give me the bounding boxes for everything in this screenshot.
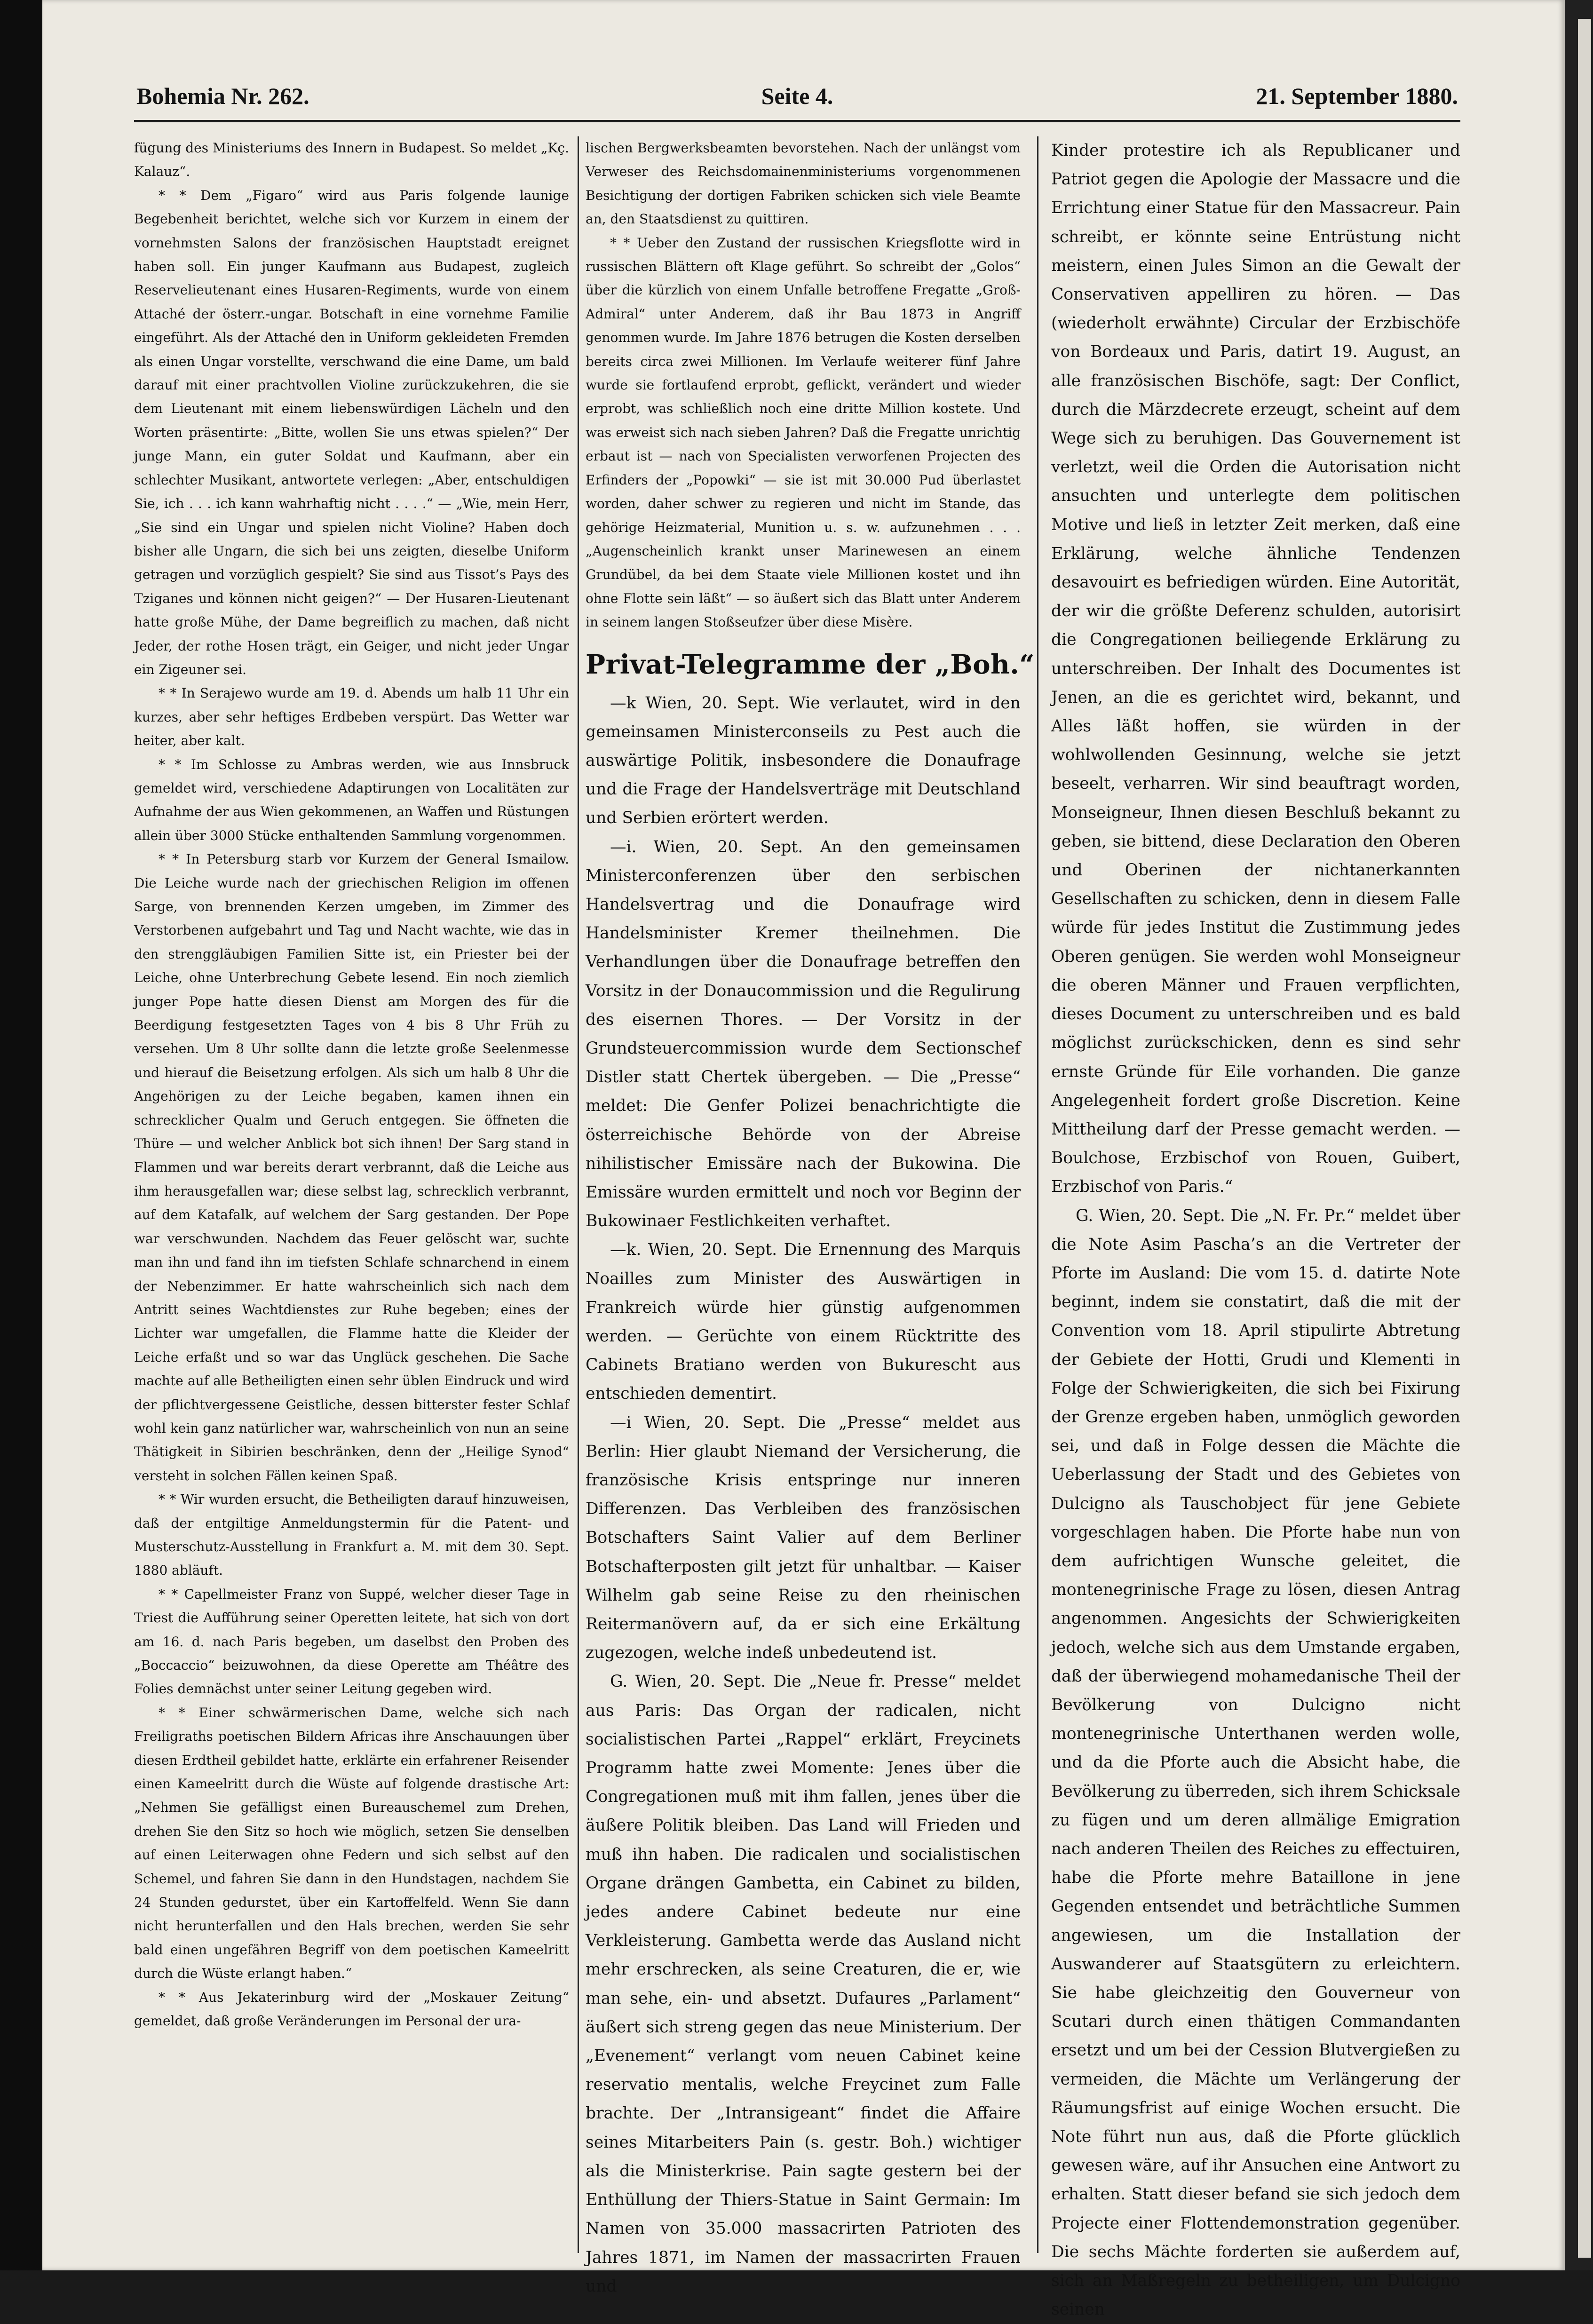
article-paragraph: * * Dem „Figaro“ wird aus Paris folgende launige Begebenheit berichtet, welche sich vor Kurzem in einem der vornehmsten Salons der französischen Hauptstadt ereignet haben soll. Ein junger Kaufmann aus Budapest, zugleich Reservelieutenant eines Husaren-Regiments, wurde von einem Attaché der österr.-ungar. Botschaft in eine vornehme Familie eingeführt. Als der Attaché den in Uniform gekleideten Fremden als einen Ungar vorstellte, verschwand die eine Dame, um bald darauf mit einer prachtvollen Violine zurückzukehren, die sie dem Lieutenant mit einem liebenswürdigen Lächeln und den Worten präsentirte: „Bitte, wollen Sie uns etwas spielen?“ Der junge Mann, ein guter Soldat und Kaufmann, aber ein schlechter Musikant, antwortete verlegen: „Aber, entschuldigen Sie, ich . . . ich kann wahrhaftig nicht . . . .“ — „Wie, mein Herr, „Sie sind ein Ungar und spielen nicht Violine? Haben doch bisher alle Ungarn, die sich bei uns zeigten, dieselbe Uniform getragen und vorzüglich gespielt? Sie sind aus Tissot’s Pays des Tziganes und können nicht geigen?“ — Der Husaren-Lieutenant hatte große Mühe, der Dame begreiflich zu machen, daß nicht Jeder, der rothe Hosen trägt, ein Geiger, und nicht jeder Ungar ein Zigeuner sei. [134, 187, 569, 677]
article-paragraph: fügung des Ministeriums des Innern in Budapest. So meldet „Kç. Kalauz“. [134, 140, 569, 180]
telegram-paragraph: —i Wien, 20. Sept. Die „Presse“ meldet aus Berlin: Hier glaubt Niemand der Versicherung, die französische Krisis entspringe nur inneren Differenzen. Das Verbleiben des französischen Botschafters Saint Valier auf dem Berliner Botschafterposten gilt jetzt für unhaltbar. — Kaiser Wilhelm gab seine Reise zu den rheinischen Reitermanövern auf, da er sich eine Erkältung zugezogen, welche indeß unbedeutend ist. [586, 1413, 1021, 1663]
article-paragraph: * * Aus Jekaterinburg wird der „Moskauer Zeitung“ gemeldet, daß große Veränderungen im Personal der ura- [134, 1989, 569, 2029]
column-2-news [586, 136, 1021, 635]
column-3 [1051, 136, 1460, 2319]
article-paragraph: * * Capellmeister Franz von Suppé, welcher dieser Tage in Triest die Aufführung seiner Operetten leitete, hat sich von dort am 16. d. nach Paris begeben, um daselbst den Proben des „Boccaccio“ beizuwohnen, da diese Operette am Théâtre des Folies demnächst unter seiner Leitung gegeben wird. [134, 1586, 569, 1697]
telegram-paragraph: —i. Wien, 20. Sept. An den gemeinsamen Ministerconferenzen über den serbischen Handelsvertrag und die Donaufrage wird Handelsminister Kremer theilnehmen. Die Verhandlungen über die Donaufrage betreffen den Vorsitz in der Donaucommission und die Regulirung des eisernen Thores. — Der Vorsitz in der Grundsteuercommission wurde dem Sectionschef Distler statt Chertek übergeben. — Die „Presse“ meldet: Die Genfer Polizei benachrichtigte die österreichische Behörde von der Abreise nihilistischer Emissäre nach der Bukowina. Die Emissäre wurden ermittelt und noch vor Beginn der Bukowinaer Festlichkeiten verhaftet. [586, 837, 1021, 1231]
telegram-paragraph: —k Wien, 20. Sept. Wie verlautet, wird in den gemeinsamen Ministerconseils zu Pest auch die auswärtige Politik, insbesondere die Donaufrage und die Frage der Handelsverträge mit Deutschland und Serbien erörtert werden. [586, 693, 1021, 828]
page-header [136, 82, 1458, 111]
article-paragraph: lischen Bergwerksbeamten bevorstehen. Nach der unlängst vom Verweser des Reichsdomainenministeriums vorgenommenen Besichtigung der dortigen Fabriken schicken sich viele Beamte an, den Staatsdienst zu quittiren. [586, 140, 1021, 227]
article-paragraph: * * In Petersburg starb vor Kurzem der General Ismailow. Die Leiche wurde nach der griechischen Religion im offenen Sarge, von brennenden Kerzen umgeben, im Zimmer des Verstorbenen aufgebahrt und Tag und Nacht wachte, wie das in den strenggläubigen Familien Sitte ist, ein Priester bei der Leiche, ohne Unterbrechung Gebete lesend. Ein noch ziemlich junger Pope hatte diesen Dienst am Morgen des für die Beerdigung festgesetzten Tages von 4 bis 8 Uhr Früh zu versehen. Um 8 Uhr sollte dann die letzte große Seelenmesse und hierauf die Beisetzung erfolgen. Als sich um halb 8 Uhr die Angehörigen zu der Leiche begaben, kamen ihnen ein schrecklicher Qualm und Geruch entgegen. Sie öffneten die Thüre — und welcher Anblick bot sich ihnen! Der Sarg stand in Flammen und war bereits derart verbrannt, daß die Leiche aus ihm herausgefallen war; diese selbst lag, schrecklich verbrannt, auf dem Katafalk, auf welchem der Sarg gestanden. Der Pope war verschwunden. Nachdem das Feuer gelöscht war, suchte man ihn und fand ihn im tiefsten Schlafe schnarchend in einem der Nebenzimmer. Er hatte wahrscheinlich sich nach dem Antritt seines Wachtdienstes zur Ruhe begeben; eines der Lichter war umgefallen, die Flamme hatte die Kleider der Leiche erfaßt und so war das Unglück geschehen. Die Sache machte auf alle Betheiligten einen sehr üblen Eindruck und wird der pflichtvergessene Geistliche, dessen bitterster fester Schlaf wohl kein ganz natürlicher war, wahrscheinlich von nun an seine Thätigkeit in Sibirien beschränken, denn der „Heilige Synod“ versteht in solchen Fällen keinen Spaß. [134, 851, 569, 1483]
header-page-number: Seite 4. [761, 83, 833, 109]
column-1 [134, 136, 569, 2253]
article-paragraph: * * Wir wurden ersucht, die Betheiligten darauf hinzuweisen, daß der entgiltige Anmeldungstermin für die Patent- und Musterschutz-Ausstellung in Frankfurt a. M. mit dem 30. Sept. 1880 abläuft. [134, 1491, 569, 1578]
header-rule [134, 120, 1460, 122]
adjacent-page-strip [1578, 19, 1591, 2258]
article-paragraph: * * In Serajewo wurde am 19. d. Abends um halb 11 Uhr ein kurzes, aber sehr heftiges Erdbeben verspürt. Das Wetter war heiter, aber kalt. [134, 685, 569, 749]
telegram-paragraph: —k. Wien, 20. Sept. Die Ernennung des Marquis Noailles zum Minister des Auswärtigen in Frankreich würde hier günstig aufgenommen werden. — Gerüchte von einem Rücktritte des Cabinets Bratiano werden von Bukurescht aus entschieden dementirt. [586, 1240, 1021, 1404]
header-date: 21. September 1880. [1256, 83, 1458, 109]
telegram-paragraph: G. Wien, 20. Sept. Die „Neue fr. Presse“ meldet aus Paris: Das Organ der radicalen, nicht socialistischen Partei „Rappel“ erklärt, Freycinets Programm hatte zwei Momente: Jenes über die Congregationen muß mit ihm fallen, jenes über die äußere Politik bleiben. Das Land will Frieden und muß ihn haben. Die radicalen und socialistischen Organe drängen Gambetta, ein Cabinet zu bilden, jedes andere Cabinet bedeute nur eine Verkleisterung. Gambetta werde das Ausland nicht mehr erschrecken, als seine Creaturen, die er, wie man sehe, ein- und absetzt. Dufaures „Parlament“ äußert sich streng gegen das neue Ministerium. Der „Evenement“ verlangt vom neuen Cabinet keine reservatio mentalis, welche Freycinet zum Falle brachte. Der „Intransigeant“ findet die Affaire seines Mitarbeiters Pain (s. gestr. Boh.) wichtiger als die Ministerkrise. Pain sagte gestern bei der Enthüllung der Thiers-Statue in Saint Germain: Im Namen von 35.000 massacrirten Patrioten des Jahres 1871, im Namen der massacrirten Frauen und [586, 1672, 1021, 2296]
header-publication: Bohemia Nr. 262. [136, 83, 309, 109]
column-2-telegrams [586, 689, 1021, 2301]
column-divider-2 [1037, 136, 1038, 2253]
column-2 [586, 136, 1035, 2296]
article-paragraph: * * Ueber den Zustand der russischen Kriegsflotte wird in russischen Blättern oft Klage geführt. So schreibt der „Golos“ über die kürzlich von einem Unfalle betroffene Fregatte „Groß-Admiral“ unter Anderem, daß ihr Bau 1873 in Angriff genommen wurde. Im Jahre 1876 betrugen die Kosten derselben bereits circa zwei Millionen. Im Verlaufe weiterer fünf Jahre wurde sie fortlaufend erprobt, geflickt, verändert und wieder erprobt, was schließlich noch eine dritte Million kostete. Und was erweist sich nach sieben Jahren? Daß die Fregatte unrichtig erbaut ist — nach von Specialisten verworfenen Projecten des Erfinders der „Popowki“ — sie ist mit 30.000 Pud überlastet worden, daher schwer zu regieren und nicht im Stande, das gehörige Heizmaterial, Munition u. s. w. aufzunehmen . . . „Augenscheinlich krankt unser Marinewesen an einem Grundübel, da bei dem Staate viele Millionen kostet und ihn ohne Flotte sein läßt“ — so äußert sich das Blatt unter Anderem in seinem langen Stoßseufzer über diese Misère. [586, 235, 1021, 630]
telegram-paragraph: Kinder protestire ich als Republicaner und Patriot gegen die Apologie der Massacre und die Errichtung einer Statue für den Massacreur. Pain schreibt, er könnte seine Entrüstung nicht meistern, einen Jules Simon an die Gewalt der Conservativen appelliren zu hören. — Das (wiederholt erwähnte) Circular der Erzbischöfe von Bordeaux und Paris, datirt 19. August, an alle französischen Bischöfe, sagt: Der Conflict, durch die Märzdecrete erzeugt, scheint auf dem Wege sich zu beruhigen. Das Gouvernement ist verletzt, weil die Orden die Autorisation nicht ansuchten und unterlegte dem politischen Motive und ließ in letzter Zeit merken, daß eine Erklärung, welche ähnliche Tendenzen desavouirt es befriedigen würden. Eine Autorität, der wir die größte Deferenz schulden, autorisirt die Congregationen beiliegende Erklärung zu unterschreiben. Der Inhalt des Documentes ist Jenen, an die es gerichtet wird, bekannt, und Alles läßt hoffen, sie würden in der wohlwollenden Gesinnung, welche sie jetzt beseelt, verharren. Wir sind beauftragt worden, Monseigneur, Ihnen diesen Beschluß bekannt zu geben, sie bittend, diese Declaration den Oberen und Oberinen der nichtanerkannten Gesellschaften zu schicken, denn in diesem Falle würde für jedes Institut die Zustimmung jedes Oberen genügen. Sie werden wohl Monseigneur die oberen Männer und Frauen verpflichten, dieses Document zu unterschreiben und es bald möglichst zurückschicken, denn es sind sehr ernste Gründe für Eile vorhanden. Die ganze Angelegenheit fordert große Discretion. Keine Mittheilung darf der Presse gemacht werden. — Boulchose, Erzbischof von Rouen, Guibert, Erzbischof von Paris.“ [1051, 141, 1460, 1197]
book-binding [0, 0, 42, 2270]
section-title-telegrams: Privat-Telegramme der „Boh.“ [586, 649, 1035, 680]
column-divider-1 [578, 136, 579, 2253]
article-paragraph: * * Einer schwärmerischen Dame, welche sich nach Freiligraths poetischen Bildern Africas ihre Anschauungen über diesen Erdtheil gebildet hatte, erklärte ein erfahrener Reisender einen Kameelritt durch die Wüste auf folgende drastische Art: „Nehmen Sie gefälligst einen Bureauschemel zum Drehen, drehen Sie den Sitz so hoch wie möglich, setzen Sie denselben auf einen Leiterwagen ohne Federn und sich selbst auf den Schemel, und fahren Sie dann in den Hundstagen, nachdem Sie 24 Stunden gedurstet, über ein Kartoffelfeld. Wenn Sie dann nicht herunterfallen und den Hals brechen, werden Sie sehr bald einen ungefähren Begriff von dem poetischen Kameelritt durch die Wüste erlangt haben.“ [134, 1705, 569, 1982]
telegram-paragraph: G. Wien, 20. Sept. Die „N. Fr. Pr.“ meldet über die Note Asim Pascha’s an die Vertreter der Pforte im Ausland: Die vom 15. d. datirte Note beginnt, indem sie constatirt, daß die mit der Convention vom 18. April stipulirte Abtretung der Gebiete der Hotti, Grudi und Klementi in Folge der Schwierigkeiten, die sich bei Fixirung der Grenze ergeben haben, unmöglich geworden sei, und daß in Folge dessen die Mächte die Ueberlassung der Stadt und des Gebietes von Dulcigno als Tauschobject für jene Gebiete vorgeschlagen haben. Die Pforte habe nun von dem aufrichtigen Wunsche geleitet, die montenegrinische Frage zu lösen, diesen Antrag angenommen. Angesichts der Schwierigkeiten jedoch, welche sich aus dem Umstande ergaben, daß der überwiegend mohamedanische Theil der Bevölkerung von Dulcigno nicht montenegrinische Unterthanen werden wolle, und da die Pforte auch die Absicht habe, die Bevölkerung zu überreden, sich ihrem Schicksale zu fügen und um deren allmälige Emigration nach anderen Theilen des Reiches zu effectuiren, habe die Pforte mehre Bataillone in jene Gegenden entsendet und beträchtliche Summen angewiesen, um die Installation der Auswanderer auf Staatsgütern zu erleichtern. Sie habe gleichzeitig den Gouverneur von Scutari durch einen thätigen Commandanten ersetzt und um bei der Cession Blutvergießen zu vermeiden, die Mächte um Verlängerung der Räumungsfrist auf einige Wochen ersucht. Die Note führt nun aus, daß die Pforte glücklich gewesen wäre, auf ihr Ansuchen eine Antwort zu erhalten. Statt dieser befand sie sich jedoch dem Projecte einer Flottendemonstration gegenüber. Die sechs Mächte forderten sie außerdem auf, sich an Maßregeln zu betheiligen, um Dulcigno seinen [1051, 1206, 1460, 2319]
article-paragraph: * * Im Schlosse zu Ambras werden, wie aus Innsbruck gemeldet wird, verschiedene Adaptirungen von Localitäten zur Aufnahme der aus Wien gekommenen, an Waffen und Rüstungen allein über 3000 Stücke enthaltenden Sammlung vorgenommen. [134, 756, 569, 843]
